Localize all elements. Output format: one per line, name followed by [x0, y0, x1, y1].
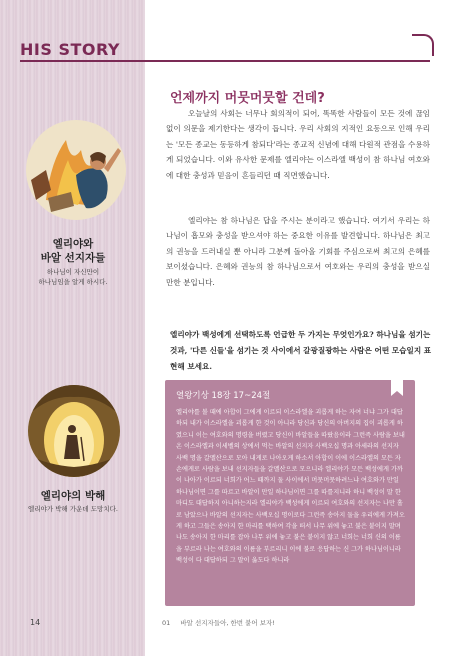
paragraph-2-text: 엘리야는 참 하나님은 답을 주시는 분이라고 했습니다. 여기서 우리는 하나님이 흡모와 충성을 받으셔야 하는 중요한 이유를 발견합니다. 하나님은 최고의 권능을 드러내실 뿐 아니라 그분께 돌아올 기회를 주심으로써 최고의 은혜를 보이셨습니다. 은혜와 권능의 참 하나님으로서 여호와는 우리의 충성을 받으실 만한 분입니다.: [166, 216, 430, 287]
caption2-desc: 엘리야가 박해 가운데 도망치다.: [28, 505, 118, 513]
chapter-number: 01: [162, 619, 171, 627]
paragraph-2: [166, 213, 430, 290]
sidebar: [0, 0, 145, 656]
caption1-desc-line1: 하나님이 자신만이: [46, 268, 100, 276]
scripture-text: 엘리야를 볼 때에 아합이 그에게 이르되 이스라엘을 괴롭게 하는 자여 너냐 그가 대답하되 내가 이스라엘을 괴롭게 한 것이 아니라 당신과 당신의 아버지의 집이 괴롭게 하였으니 이는 여호와의 명령을 버렸고 당신이 바알들을 따랐음이라 그런즉 사람을 보내 온 이스라엘과 이세벨의 상에서 먹는 바알의 선지자 사백오십 명과 아세라의 선지자 사백 명을 갈멜산으로 모아 내게로 나아오게 하소서 아합이 이에 이스라엘의 모든 자손에게로 사람을 보내 선지자들을 갈멜산으로 모으니라 엘리야가 모든 백성에게 가까이 나아가 이르되 너희가 어느 때까지 둘 사이에서 머뭇머뭇하려느냐 여호와가 만일 하나님이면 그를 따르고 바알이 만일 하나님이면 그를 따를지니라 하니 백성이 말 한마디도 대답하지 아니하는지라 엘리야가 백성에게 이르되 여호와의 선지자는 나만 홀로 남았으나 바알의 선지자는 사백오십 명이로다 그런즉 송아지 둘을 우리에게 가져오게 하고 그들은 송아지 한 마리를 택하여 각을 떠서 나무 위에 놓고 불은 붙이지 말며 나도 송아지 한 마리를 잡아 나무 위에 놓고 불은 붙이지 않고 너희는 너희 신의 이름을 부르라 나는 여호와의 이름을 부르리니 이에 불로 응답하는 신 그가 하나님이니라 백성이 다 대답하되 그 말이 옳도다 하니라: [176, 409, 405, 565]
elijah-fire-illustration: [26, 120, 126, 220]
scripture-reference: 열왕기상 18장 17~24절: [176, 391, 271, 401]
running-footer: [162, 618, 275, 627]
header-rule-curve: [412, 34, 434, 56]
caption1-desc-line2: 하나님임을 알게 하시다.: [38, 278, 108, 286]
elijah-cave-illustration: [28, 385, 120, 477]
page-number: 14: [30, 618, 41, 627]
caption1-title-line2: 바알 선지자들: [40, 252, 106, 264]
paragraph-1: [166, 106, 430, 183]
caption1-desc: [6, 267, 140, 287]
caption2-title: 엘리야의 박해: [40, 490, 106, 502]
chapter-title: 바알 선지자들아, 한번 붙어 보자!: [180, 619, 275, 627]
scripture-box: [165, 380, 415, 606]
header-rule: [20, 60, 430, 62]
caption1-title-line1: 엘리야와: [52, 238, 94, 250]
article-title: 언제까지 머뭇머뭇할 건데?: [170, 91, 325, 106]
paragraph-1-text: 오늘날의 사회는 너무나 회의적이 되어, 똑똑한 사람들이 모든 것에 끊임없이 의문을 제기한다는 생각이 듭니다. 우리 사회의 지적인 요동으로 인해 우리는 '모든 종교는 동등하게 참되다'라는 종교적 신념에 대해 다원적 관점을 수용하게 되었습니다. 이와 유사한 문제를 엘리야는 이스라엘 백성이 참 하나님 여호와에 대한 충성과 믿음이 흔들리던 때 직면했습니다.: [166, 109, 430, 180]
caption1-title: [6, 237, 140, 265]
section-header-title: HIS STORY: [20, 40, 121, 59]
bookmark-icon: [391, 378, 403, 396]
discussion-question: 엘리야가 백성에게 선택하도록 언급한 두 가지는 무엇인가요? 하나님을 섬기는 것과, '다른 신들'을 섬기는 것 사이에서 갈광질광하는 사람은 어떤 모습일지 표현해 보세요.: [170, 330, 432, 371]
